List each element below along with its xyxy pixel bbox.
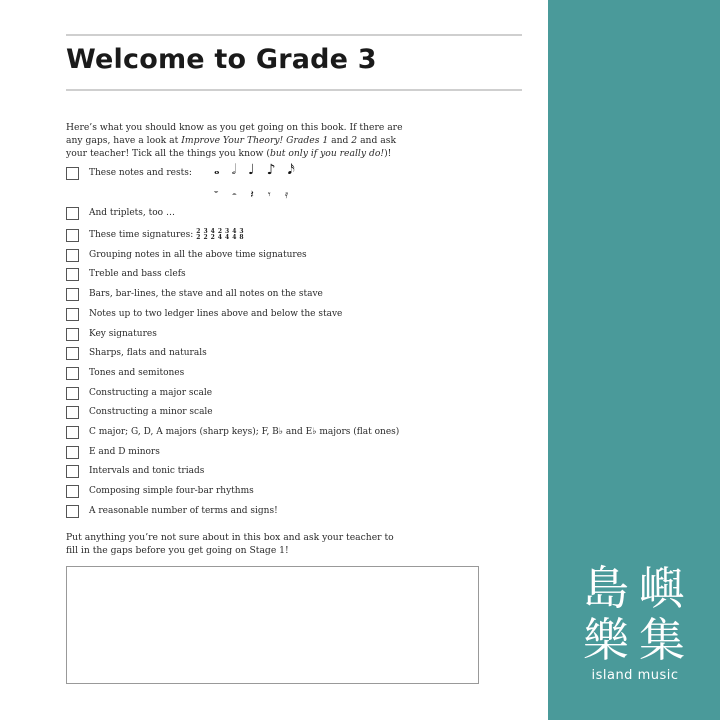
logo-char: 樂 [583, 613, 629, 667]
crotchet-rest-icon: 𝄽 [250, 188, 254, 201]
checklist-item[interactable]: Constructing a major scale [66, 385, 212, 401]
minim-icon: 𝅗𝅥 [231, 162, 237, 178]
semibreve-rest-icon: 𝄻 [214, 188, 219, 201]
checkbox[interactable] [66, 505, 79, 518]
checkbox[interactable] [66, 446, 79, 459]
logo-char: 嶼 [639, 561, 685, 615]
logo-subtitle: island music [591, 668, 679, 683]
checklist-item[interactable]: Constructing a minor scale [66, 404, 213, 420]
semiquaver-rest-icon: 𝄿 [284, 188, 289, 201]
rests-symbols [214, 188, 288, 202]
checkbox[interactable] [66, 288, 79, 301]
brand-logo [580, 562, 690, 683]
checklist-item[interactable]: A reasonable number of terms and signs! [66, 503, 278, 519]
checklist-item[interactable]: Tones and semitones [66, 365, 184, 381]
time-signature: 2 2 [196, 228, 201, 241]
checkbox[interactable] [66, 367, 79, 380]
checkbox[interactable] [66, 426, 79, 439]
checklist-item[interactable]: Grouping notes in all the above time signatures [66, 247, 307, 263]
time-signature: 3 4 [225, 228, 230, 241]
outro-text: Put anything you’re not sure about in this box and ask your teacher to fill in the gaps before you get going on Stage 1! [66, 532, 394, 556]
checkbox[interactable] [66, 167, 79, 180]
checkbox[interactable] [66, 328, 79, 341]
time-signature: 3 8 [239, 228, 244, 241]
emphasis: but only if you really do! [269, 148, 385, 159]
time-signature: 3 2 [203, 228, 208, 241]
checklist-item[interactable]: Notes up to two ledger lines above and below the stave [66, 306, 342, 322]
time-signature: 2 4 [217, 228, 223, 241]
intro-text: Here’s what you should know as you get going on this book. If there are any gaps, have a look at Improve Your Theory! Grades 1 and 2 and ask your teacher! Tick all the things you know (but only if you really do!)! [66, 122, 403, 159]
time-signature: 4 4 [232, 228, 237, 241]
checklist-item[interactable]: These time signatures: 2 2 3 2 4 2 2 4 3 4 4 4 3 8 [66, 227, 244, 243]
checkbox[interactable] [66, 268, 79, 281]
checkbox[interactable] [66, 485, 79, 498]
top-rule [66, 34, 522, 36]
checkbox[interactable] [66, 465, 79, 478]
quaver-rest-icon: 𝄾 [267, 188, 271, 201]
checkbox[interactable] [66, 347, 79, 360]
answer-box[interactable] [66, 566, 479, 684]
checklist-item[interactable]: Composing simple four-bar rhythms [66, 483, 254, 499]
checklist-item[interactable]: These notes and rests: [66, 165, 192, 181]
time-signature: 4 2 [210, 228, 215, 241]
checklist-item[interactable]: E and D minors [66, 444, 160, 460]
notes-symbols [214, 162, 295, 178]
quaver-icon: ♪ [266, 162, 276, 178]
checkbox[interactable] [66, 229, 79, 242]
checkbox[interactable] [66, 406, 79, 419]
checklist-item[interactable]: Intervals and tonic triads [66, 463, 204, 479]
checklist-item[interactable]: Bars, bar-lines, the stave and all notes on the stave [66, 286, 323, 302]
page-title: Welcome to Grade 3 [66, 44, 377, 75]
checkbox[interactable] [66, 207, 79, 220]
crotchet-icon: ♩ [248, 162, 255, 178]
checklist-item[interactable]: Treble and bass clefs [66, 266, 186, 282]
checkbox[interactable] [66, 387, 79, 400]
checkbox[interactable] [66, 308, 79, 321]
logo-char: 島 [583, 561, 629, 615]
title-rule [66, 89, 522, 91]
semiquaver-icon: 𝅘𝅥𝅯 [287, 162, 295, 178]
semibreve-icon: 𝅝 [214, 162, 220, 178]
checklist-item[interactable]: C major; G, D, A majors (sharp keys); F, B♭ and E♭ majors (flat ones) [66, 424, 399, 440]
minim-rest-icon: 𝄼 [232, 188, 237, 201]
logo-char: 集 [639, 613, 685, 667]
checklist-item[interactable]: And triplets, too … [66, 205, 175, 221]
checkbox[interactable] [66, 249, 79, 262]
checklist-item[interactable]: Sharps, flats and naturals [66, 345, 207, 361]
checklist-item[interactable]: Key signatures [66, 326, 157, 342]
book-title: Improve Your Theory! Grades 1 [181, 135, 329, 146]
